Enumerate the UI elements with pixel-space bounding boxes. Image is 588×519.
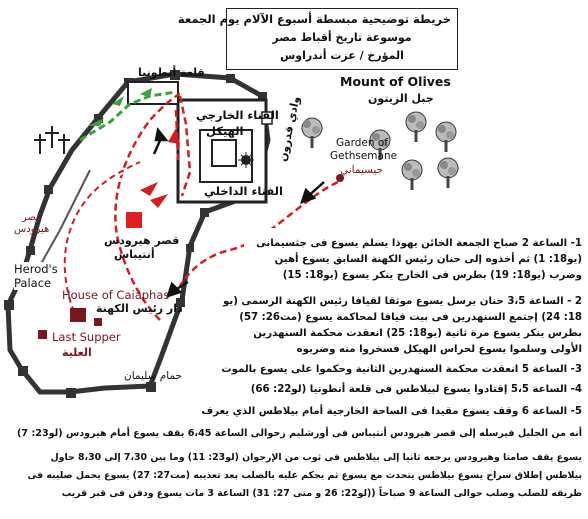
last-supper-label-ar: العلية <box>62 346 92 359</box>
note-line-13: بيلاطس إطلاق سراح يسوع بيلاطس يتحدث مع يسوع ثم يحكم عليه بالصلب بعد تعذيبه (مت27: 27) يسوع يحمل صليبه فى <box>27 470 582 481</box>
herod-antipas-label-2: أنتيباس <box>114 248 155 261</box>
note-line-5: 18: 24) إجتمع السنهدرين فى بيت قيافا لمحاكمة يسوع (مت26: 57) <box>239 312 582 323</box>
antonia-label: قلعة أنطونيا <box>138 66 205 79</box>
last-supper-label-en: Last Supper <box>52 330 121 344</box>
inner-court-label: الفناء الداخلي <box>204 184 283 198</box>
caiaphas-label-en: House of Caiaphas <box>62 288 170 302</box>
herods-palace-en-1: Herod's <box>14 262 58 276</box>
title-box <box>177 8 458 70</box>
note-line-7: الأولى وسلموا يسوع لحراس الهيكل فسخروا منه وضربوه <box>296 344 582 355</box>
mount-olives-label-en: Mount of Olives <box>340 74 451 89</box>
herod-antipas-marker <box>126 212 142 228</box>
note-line-14: طريقه للصلب وصلب حوالى الساعة 9 صباحاً ((لو22: 26 و متى 27: 31) الساعة 3 مات يسوع ودفن فى قبر قريب <box>61 488 582 499</box>
herods-palace-en-2: Palace <box>14 276 52 290</box>
last-supper-marker <box>38 330 47 339</box>
mount-olives-label-ar: جبل الزيتون <box>368 92 434 105</box>
outer-court-label-1: الفناء الخارجي <box>196 108 279 122</box>
note-line-3: وضرب (يو18: 19) بطرس فى الخارج ينكر يسوع (يو18: 15) <box>282 270 582 281</box>
herod-palace-ar-1: قصر <box>22 212 41 223</box>
herod-palace-ar-2: هيرودس <box>14 224 50 235</box>
map-subtitle: موسوعة تاريخ أقباط مصر <box>272 31 412 44</box>
note-line-11: أنه من الجليل فيرسله إلى قصر هيرودس أنتيباس فى أورشليم زحوالى الساعة 6،45 يقف يسوع أمام هيرودس (لو23: 7) <box>17 428 582 439</box>
note-line-12: يسوع يقف صامتا وهيرودس يرجعه ثانيا إلى بيلاطس فى ثوب من الإرجوان (لو23: 11) وما بين 7،30 إلى 8،30 حاول <box>50 452 582 463</box>
herod-antipas-label-1: قصر هيرودس <box>104 234 180 247</box>
gethsemane-label-en-1: Garden of <box>336 137 388 149</box>
caiaphas-label-ar: دار رئيس الكهنة <box>96 302 183 315</box>
map-title: خريطة توضيحية مبسطة أسبوع الآلام يوم الجمعة <box>177 12 451 26</box>
note-line-4: 2 - الساعة 3،5 حنان يرسل يسوع موثقا لقيافا رئيس الكهنة الرسمى (يو <box>223 296 582 307</box>
note-line-2: (يو18: 1) ثم أخذوه إلى حنان رئيس الكهنة السابق يسوع أهين <box>274 254 582 265</box>
map-author: المؤرخ / عزت أندراوس <box>280 49 404 62</box>
gethsemane-label-en-2: Gethsemane <box>330 150 398 162</box>
siloam-label: حمام سليمان <box>124 370 183 382</box>
note-line-9: 4- الساعة 5،5 إقتادوا يسوع لبيلاطس فى قلعة أنطونيا (لو22: 66) <box>250 384 582 395</box>
note-line-6: بطرس ينكر يسوع مرة ثانية (يو18: 25) انعقدت محكمة السنهدرين <box>253 328 582 339</box>
gethsemane-label-ar: جيسيماني <box>340 164 384 176</box>
golgotha-crosses <box>34 126 70 154</box>
kidron-label: وادي قدرون <box>276 95 303 163</box>
note-line-10: 5- الساعة 6 وقف يسوع مقيدا فى الساحة الخارجية أمام بيلاطس الذي يعرف <box>201 406 582 417</box>
outer-court-label-2: الهيكل <box>206 124 244 138</box>
note-line-8: 3- الساعة 5 انعقدت محكمة السنهدرين الثانية وحكموا على يسوع بالموت <box>221 364 582 375</box>
inner-wall <box>22 170 90 276</box>
note-line-1: 1- الساعة 2 صباح الجمعة الخائن يهوذا يسلم يسوع فى جثسيمانى <box>256 238 582 249</box>
